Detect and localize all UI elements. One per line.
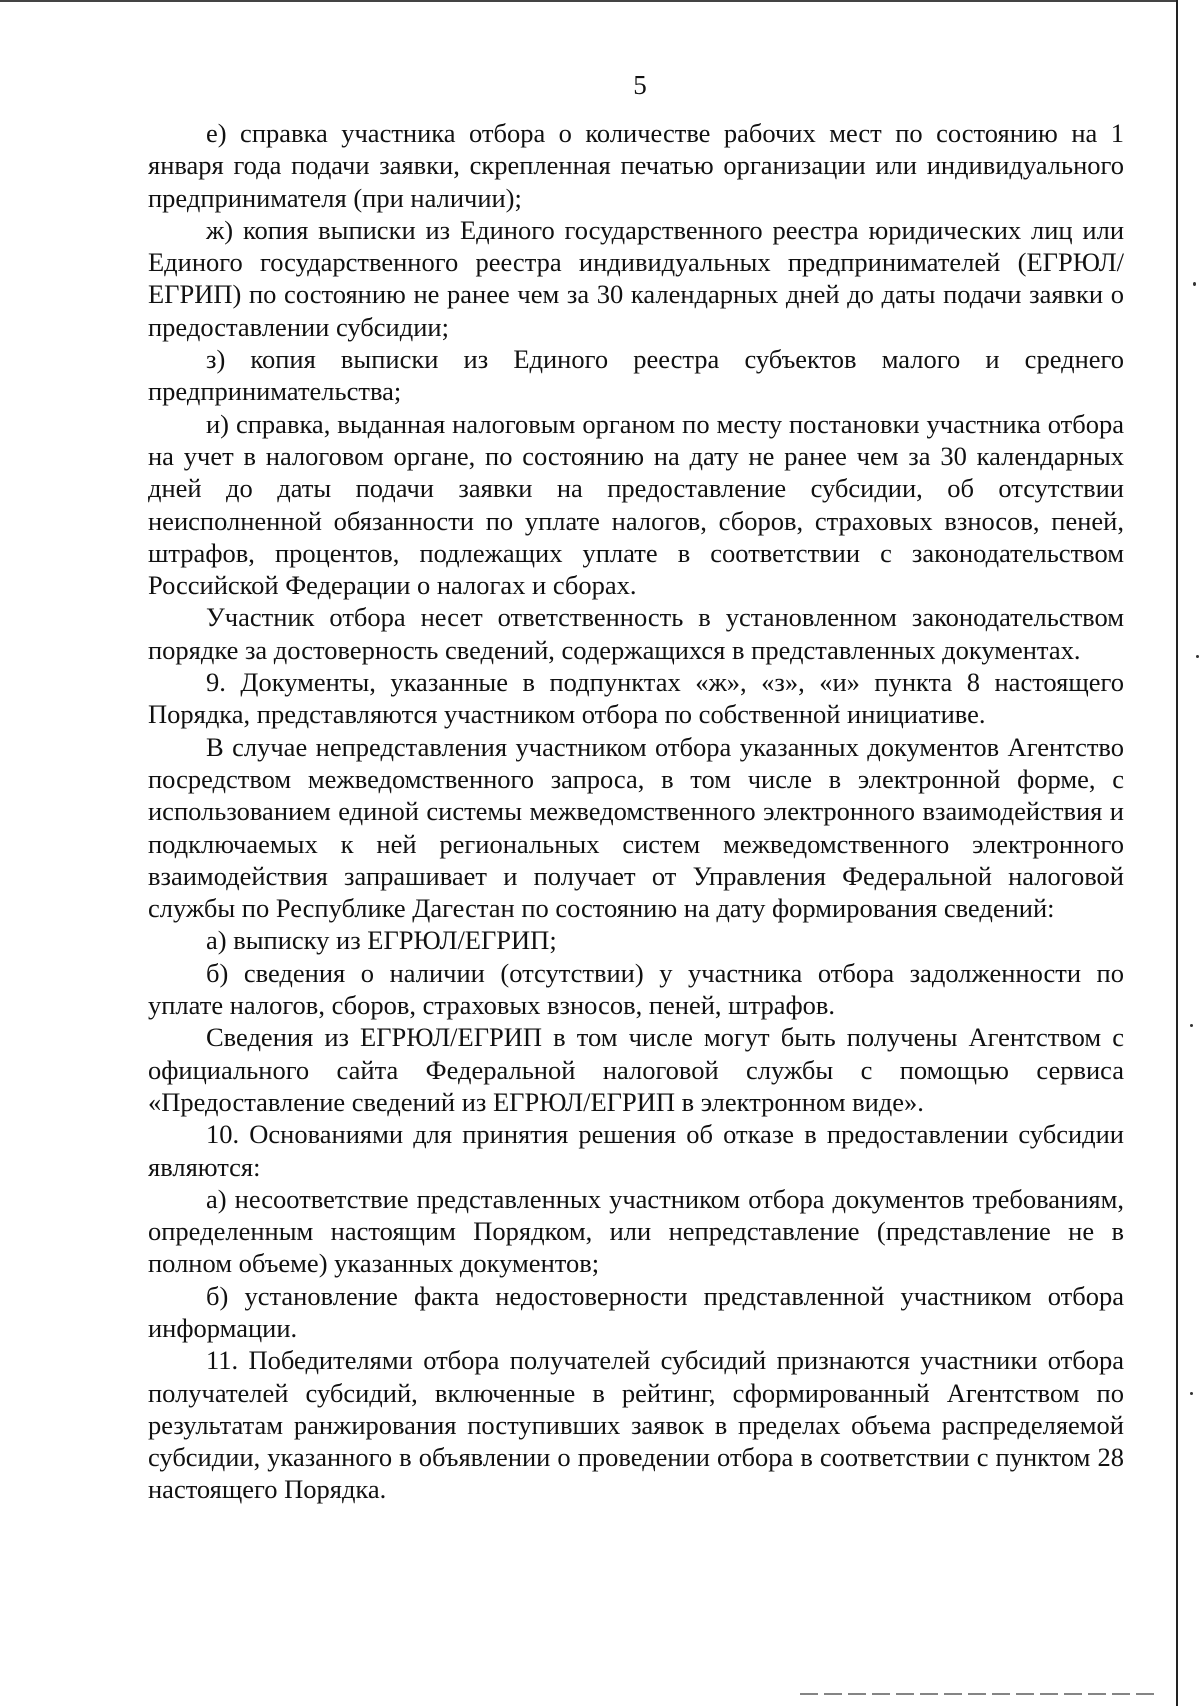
paragraph-9-website: Сведения из ЕГРЮЛ/ЕГРИП в том числе могут быть получены Агентством с официального сайта Федеральной налоговой службы с помощью сервиса «Предоставление сведений из ЕГРЮЛ/ЕГРИП в электронном виде». (148, 1022, 1124, 1117)
page-right-edge (1176, 0, 1178, 1706)
paragraph-9a: а) выписку из ЕГРЮЛ/ЕГРИП; (206, 925, 557, 956)
page-top-edge (0, 0, 1178, 2)
paragraph-8z: з) копия выписки из Единого реестра субъектов малого и среднего предпринимательства; (148, 344, 1124, 407)
paragraph-responsibility: Участник отбора несет ответственность в установленном законодательством порядке за достоверность сведений, содержащихся в представленных документах. (148, 602, 1124, 665)
paragraph-10: 10. Основаниями для принятия решения об отказе в предоставлении субсидии являются: (148, 1119, 1124, 1182)
paragraph-8e: е) справка участника отбора о количестве рабочих мест по состоянию на 1 января года подачи заявки, скрепленная печатью организации или индивидуального предпринимателя (при наличии); (148, 118, 1124, 213)
document-body (148, 117, 1124, 1506)
paragraph-8zh: ж) копия выписки из Единого государственного реестра юридических лиц или Единого государственного реестра индивидуальных предпринимателей (ЕГРЮЛ/ЕГРИП) по состоянию не ранее чем за 30 календарных дней до даты подачи заявки о предоставлении субсидии; (148, 214, 1124, 342)
page-number: 5 (633, 70, 647, 100)
scan-speck (1190, 1392, 1193, 1395)
paragraph-10a: а) несоответствие представленных участником отбора документов требованиям, определенным настоящим Порядком, или непредставление (представление не в полном объеме) указанных документов; (148, 1183, 1124, 1279)
scan-speck (1193, 282, 1196, 286)
paragraph-8i: и) справка, выданная налоговым органом по месту постановки участника отбора на учет в налоговом органе, по состоянию на дату не ранее чем за 30 календарных дней до даты подачи заявки на предоставление субсидии, об отсутствии неисполненной обязанности по уплате налогов, сборов, страховых взносов, пеней, штрафов, процентов, подлежащих уплате в соответствии с законодательством Российской Федерации о налогах и сборах. (148, 408, 1124, 601)
paragraph-9: 9. Документы, указанные в подпунктах «ж», «з», «и» пункта 8 настоящего Порядка, представляются участником отбора по собственной инициативе. (148, 667, 1124, 730)
paragraph-10b: б) установление факта недостоверности представленной участником отбора информации. (148, 1280, 1124, 1343)
paragraph-9b: б) сведения о наличии (отсутствии) у участника отбора задолженности по уплате налогов, сборов, страховых взносов, пеней, штрафов. (148, 957, 1124, 1021)
paragraph-9-interagency: В случае непредставления участником отбора указанных документов Агентство посредством межведомственного запроса, в том числе в электронной форме, с использованием единой системы межведомственного электронного взаимодействия и подключаемых к ней региональных систем межведомственного электронного взаимодействия запрашивает и получает от Управления Федеральной налоговой службы по Республике Дагестан по состоянию на дату формирования сведений: (148, 731, 1124, 924)
scan-bottom-line (800, 1693, 1160, 1695)
paragraph-11: 11. Победителями отбора получателей субсидий признаются участники отбора получателей субсидий, включенные в рейтинг, сформированный Агентством по результатам ранжирования поступивших заявок в пределах объема распределяемой субсидии, указанного в объявлении о проведении отбора в соответствии с пунктом 28 настоящего Порядка. (148, 1345, 1124, 1505)
scan-speck (1196, 655, 1199, 658)
scan-speck (1190, 1024, 1193, 1027)
